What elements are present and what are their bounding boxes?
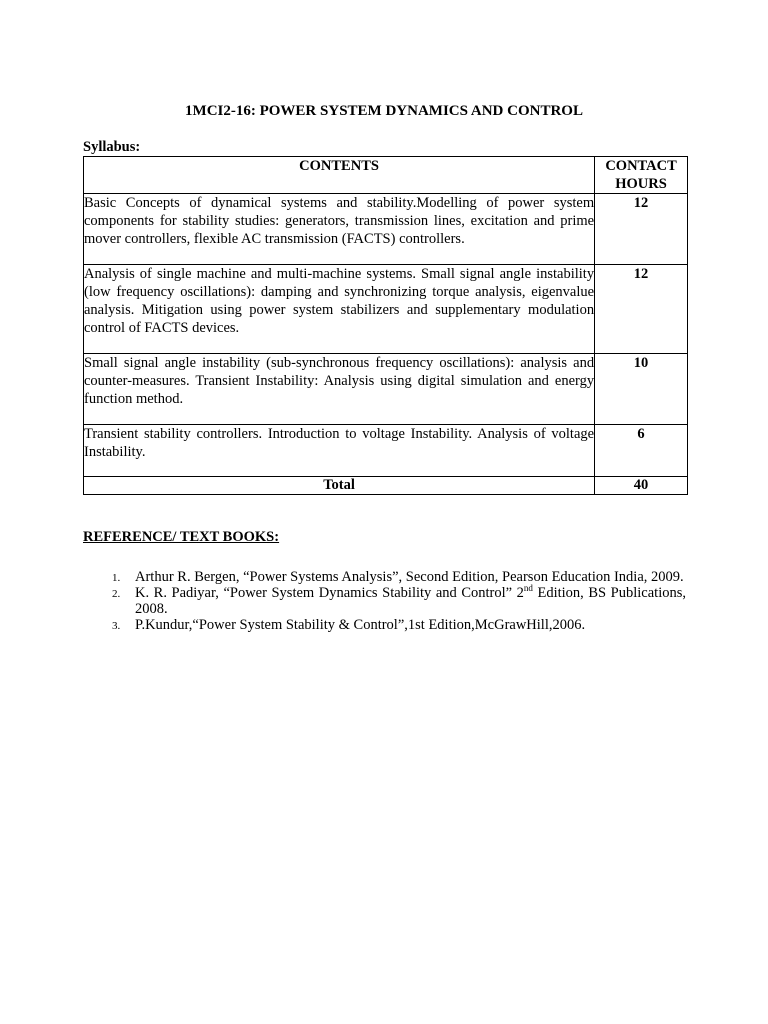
contact-hours-header bbox=[595, 157, 688, 194]
table-row bbox=[84, 265, 688, 354]
contents-header: CONTENTS bbox=[84, 157, 595, 194]
hours-cell: 10 bbox=[595, 354, 688, 425]
syllabus-label: Syllabus: bbox=[83, 139, 141, 155]
reference-text-part2: Edition, BS Publications, 2008. bbox=[135, 585, 687, 617]
content-cell: Transient stability controllers. Introduction to voltage Instability. Analysis of voltage Instability. bbox=[84, 425, 595, 477]
reference-text: Arthur R. Bergen, “Power Systems Analysis”, Second Edition, Pearson Education India, 2009. bbox=[135, 569, 684, 585]
references-heading: REFERENCE/ TEXT BOOKS: bbox=[83, 529, 280, 545]
list-item bbox=[83, 569, 686, 585]
hours-cell: 12 bbox=[595, 265, 688, 354]
table-row bbox=[84, 194, 688, 265]
contact-hours-header-line1: CONTACT bbox=[605, 158, 677, 174]
table-row bbox=[84, 425, 688, 477]
list-item bbox=[83, 617, 686, 633]
hours-cell: 12 bbox=[595, 194, 688, 265]
syllabus-table bbox=[83, 156, 688, 495]
total-row bbox=[84, 477, 688, 495]
contact-hours-header-line2: HOURS bbox=[615, 176, 667, 192]
reference-text: P.Kundur,“Power System Stability & Control”,1st Edition,McGrawHill,2006. bbox=[135, 617, 586, 633]
content-cell: Small signal angle instability (sub-synchronous frequency oscillations): analysis and counter-measures. Transient Instability: Analysis using digital simulation and energy function method. bbox=[84, 354, 595, 425]
reference-text-part1: K. R. Padiyar, “Power System Dynamics Stability and Control” 2 bbox=[135, 585, 524, 601]
table-row bbox=[84, 354, 688, 425]
total-hours: 40 bbox=[595, 477, 688, 495]
hours-cell: 6 bbox=[595, 425, 688, 477]
reference-number: 1. bbox=[112, 572, 121, 584]
content-cell: Basic Concepts of dynamical systems and stability.Modelling of power system components for stability studies: generators, transmission lines, excitation and prime mover controllers, flexible AC transmission (FACTS) controllers. bbox=[84, 194, 595, 265]
table-header-row bbox=[84, 157, 688, 194]
list-item bbox=[83, 585, 686, 617]
document-title: 1MCI2-16: POWER SYSTEM DYNAMICS AND CONTROL bbox=[185, 103, 583, 119]
references-list bbox=[83, 569, 686, 633]
total-label: Total bbox=[84, 477, 595, 495]
reference-number: 2. bbox=[112, 588, 121, 600]
reference-number: 3. bbox=[112, 620, 121, 632]
content-cell: Analysis of single machine and multi-machine systems. Small signal angle instability (low frequency oscillations): damping and synchronizing torque analysis, eigenvalue analysis. Mitigation using power system stabilizers and supplementary modulation control of FACTS devices. bbox=[84, 265, 595, 354]
ordinal-superscript: nd bbox=[523, 583, 533, 594]
